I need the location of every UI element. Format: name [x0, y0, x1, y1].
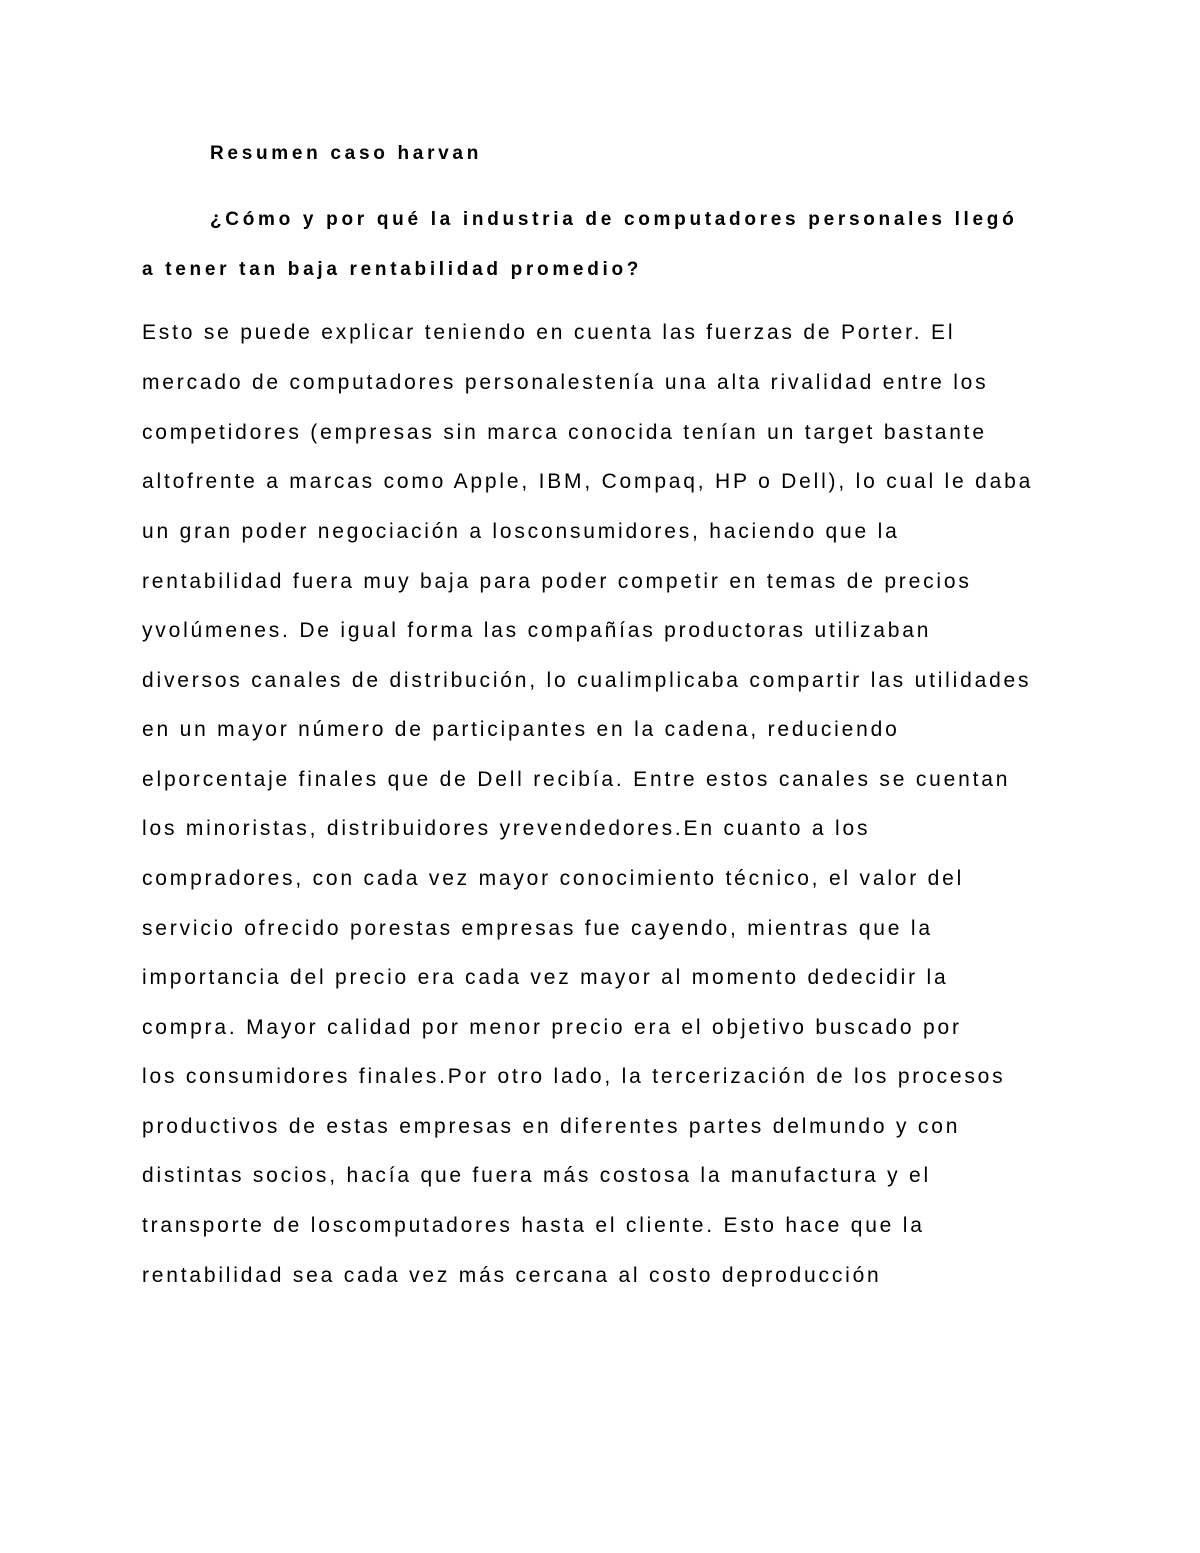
body-line: yvolúmenes. De igual forma las compañías productoras utilizaban	[142, 619, 932, 642]
body-line: Esto se puede explicar teniendo en cuenta las fuerzas de Porter. El	[142, 321, 956, 344]
body-line: productivos de estas empresas en diferentes partes delmundo y con	[142, 1115, 961, 1138]
document-title: Resumen caso harvan	[210, 143, 482, 164]
body-line: compra. Mayor calidad por menor precio era el objetivo buscado por	[142, 1016, 962, 1039]
body-line: importancia del precio era cada vez mayor al momento dedecidir la	[142, 966, 949, 989]
body-line: rentabilidad fuera muy baja para poder competir en temas de precios	[142, 570, 972, 593]
body-line: los minoristas, distribuidores yrevendedores.En cuanto a los	[142, 817, 871, 840]
body-line: altofrente a marcas como Apple, IBM, Compaq, HP o Dell), lo cual le daba	[142, 470, 1034, 493]
body-line: elporcentaje finales que de Dell recibía. Entre estos canales se cuentan	[142, 768, 1011, 791]
question-line: a tener tan baja rentabilidad promedio?	[142, 259, 643, 280]
body-line: en un mayor número de participantes en la cadena, reduciendo	[142, 718, 900, 741]
body-line: distintas socios, hacía que fuera más costosa la manufactura y el	[142, 1164, 931, 1187]
body-line: transporte de loscomputadores hasta el cliente. Esto hace que la	[142, 1214, 925, 1237]
body-line: servicio ofrecido porestas empresas fue cayendo, mientras que la	[142, 917, 933, 940]
body-line: los consumidores finales.Por otro lado, la tercerización de los procesos	[142, 1065, 1006, 1088]
body-line: compradores, con cada vez mayor conocimiento técnico, el valor del	[142, 867, 965, 890]
body-line: rentabilidad sea cada vez más cercana al costo deproducción	[142, 1264, 882, 1287]
body-line: un gran poder negociación a losconsumidores, haciendo que la	[142, 520, 900, 543]
body-line: competidores (empresas sin marca conocida tenían un target bastante	[142, 421, 987, 444]
body-line: mercado de computadores personalestenía una alta rivalidad entre los	[142, 371, 989, 394]
question-line: ¿Cómo y por qué la industria de computadores personales llegó	[210, 209, 1018, 230]
body-line: diversos canales de distribución, lo cualimplicaba compartir las utilidades	[142, 669, 1032, 692]
